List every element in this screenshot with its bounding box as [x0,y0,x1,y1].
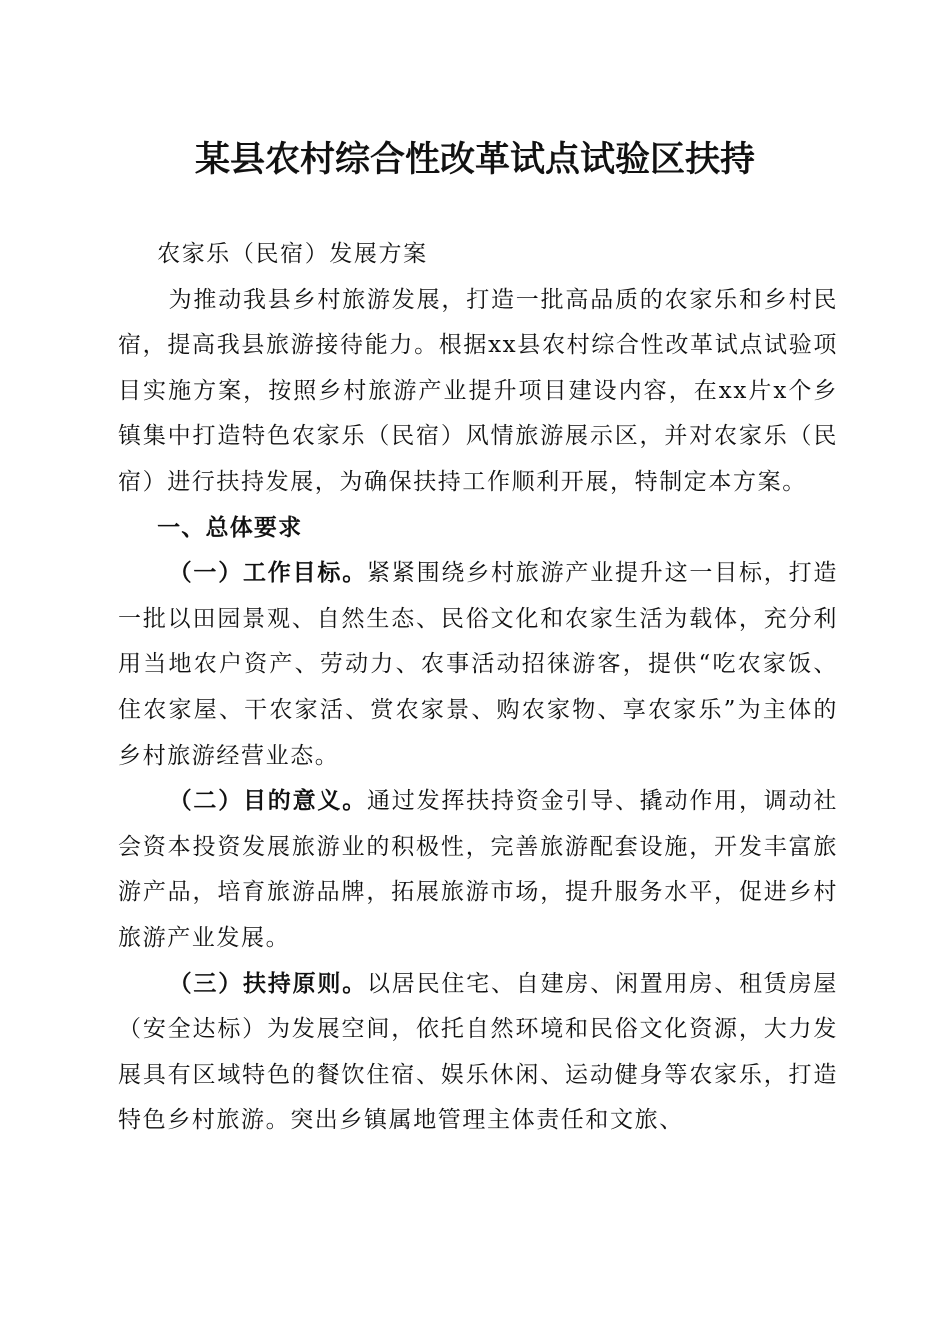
intro-paragraph: 为推动我县乡村旅游发展，打造一批高品质的农家乐和乡村民宿，提高我县旅游接待能力。根据xx县农村综合性改革试点试验项目实施方案，按照乡村旅游产业提升项目建设内容，在xx片x个乡镇集中打造特色农家乐（民宿）风情旅游展示区，并对农家乐（民宿）进行扶持发展，为确保扶持工作顺利开展，特制定本方案。 [118,286,838,495]
paragraph-text: 通过发挥扶持资金引导、撬动作用，调动社会资本投资发展旅游业的积极性，完善旅游配套设施，开发丰富旅游产品，培育旅游品牌，拓展旅游市场，提升服务水平，促进乡村旅游产业发展。 [118,788,838,951]
document-title: 某县农村综合性改革试点试验区扶持 [194,139,755,180]
paragraph-purpose [118,779,838,961]
section-heading: 一、总体要求 [157,514,303,541]
paragraph-principles [118,962,838,1144]
paragraph-work-goal [118,551,838,779]
paragraph-lead: （二）目的意义。 [168,788,367,815]
paragraph-lead: （一）工作目标。 [168,560,367,587]
paragraph-lead: （三）扶持原则。 [168,970,367,997]
paragraph-text: 紧紧围绕乡村旅游产业提升这一目标，打造一批以田园景观、自然生态、民俗文化和农家生活为载体，充分利用当地农户资产、劳动力、农事活动招徕游客，提供“吃农家饭、住农家屋、干农家活、赏农家景、购农家物、享农家乐”为主体的乡村旅游经营业态。 [118,560,838,769]
paragraph-text: 以居民住宅、自建房、闲置用房、租赁房屋（安全达标）为发展空间，依托自然环境和民俗文化资源，大力发展具有区域特色的餐饮住宿、娱乐休闲、运动健身等农家乐，打造特色乡村旅游。突出乡镇属地管理主体责任和文旅、 [118,970,838,1134]
document-body [118,232,838,1144]
document-subtitle: 农家乐（民宿）发展方案 [157,241,428,267]
